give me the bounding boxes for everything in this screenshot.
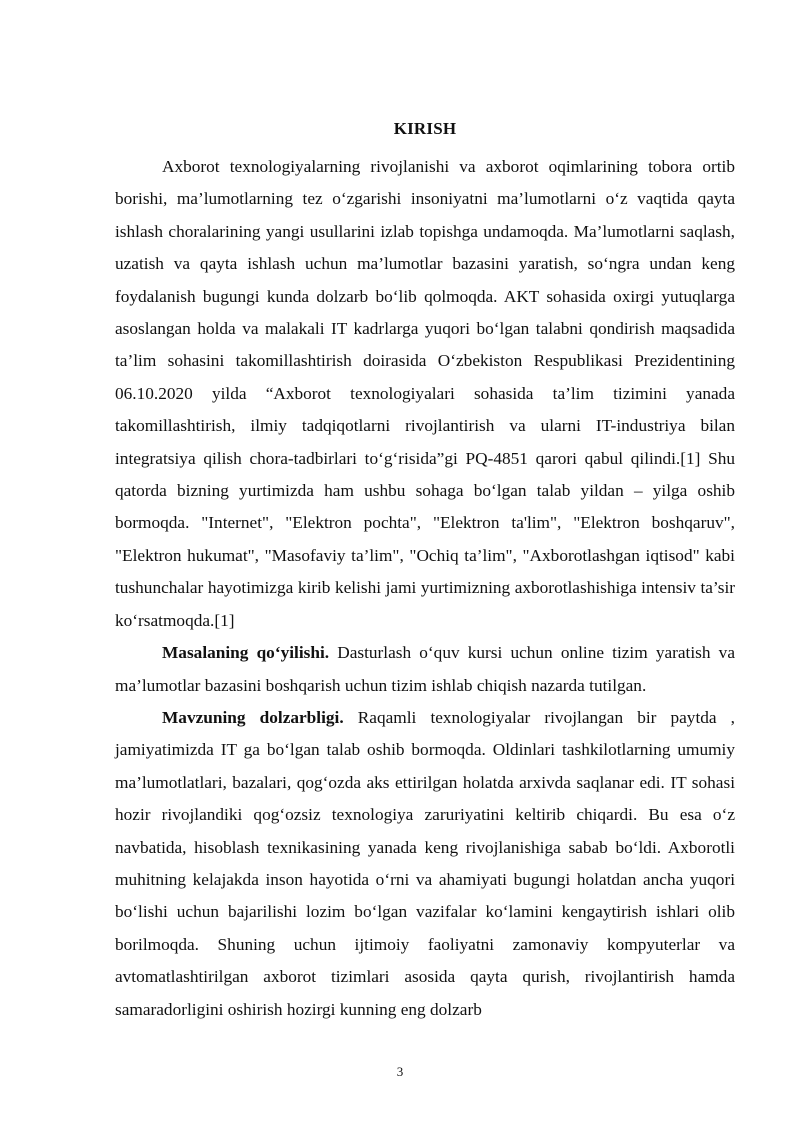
relevance-text: Raqamli texnologiyalar rivojlangan bir paytda , jamiyatimizda IT ga bo‘lgan talab oshib bormoqda. Oldinlari tashkilotlarning umumiy ma’lumotlatlari, bazalari, qog‘ozda aks ettirilgan holatda arxivda saqlanar edi. IT sohasi hozir rivojlandiki qog‘ozsiz texnologiya zaruriyatini keltirib chiqardi. Bu esa o‘z navbatida, hisoblash texnikasining yanada keng rivojlanishiga sabab bo‘ldi. Axborotli muhitning kelajakda inson hayotida o‘rni va ahamiyati bugungi holatdan ancha yuqori bo‘lishi uchun bajarilishi lozim bo‘lgan vazifalar ko‘lamini kengaytirish ishlari olib borilmoqda. Shuning uchun ijtimoiy faoliyatni zamonaviy kompyuterlar va avtomatlashtirilgan axborot tizimlari asosida qayta qurish, rivojlantirish hamda samaradorligini oshirish hozirgi kunning eng dolzarb <box>115 707 735 1019</box>
relevance-paragraph <box>115 702 735 1026</box>
relevance-heading: Mavzuning dolzarbligi. <box>162 707 344 727</box>
problem-statement-heading: Masalaning qo‘yilishi. <box>162 643 330 663</box>
document-page <box>115 118 735 1026</box>
page-number: 3 <box>396 1064 404 1079</box>
intro-paragraph: Axborot texnologiyalarning rivojlanishi va axborot oqimlarining tobora ortib borishi, ma’lumotlarning tez o‘zgarishi insoniyatni ma’lumotlarni o‘z vaqtida qayta ishlash choralarining yangi usullarini izlab topishga undamoqda. Ma’lumotlarni saqlash, uzatish va qayta ishlash uchun ma’lumotlar bazasini yaratish, so‘ngra undan keng foydalanish bugungi kunda dolzarb bo‘lib qolmoqda. AKT sohasida oxirgi yutuqlarga asoslangan holda va malakali IT kadrlarga yuqori bo‘lgan talabni qondirish maqsadida ta’lim sohasini takomillashtirish doirasida O‘zbekiston Respublikasi Prezidentining 06.10.2020 yilda “Axborot texnologiyalari sohasida ta’lim tizimini yanada takomillashtirish, ilmiy tadqiqotlarni rivojlantirish va ularni IT-industriya bilan integratsiya qilish chora-tadbirlari to‘g‘risida”gi PQ-4851 qarori qabul qilindi.[1] Shu qatorda bizning yurtimizda ham ushbu sohaga bo‘lgan talab yildan – yilga oshib bormoqda. "Internet", "Elektron pochta", "Elektron ta'lim", "Elektron boshqaruv", "Elektron hukumat", "Masofaviy ta’lim", "Ochiq ta’lim", "Axborotlashgan iqtisod" kabi tushunchalar hayotimizga kirib kelishi jami yurtimizning axborotlashishiga intensiv ta’sir ko‘rsatmoqda.[1] <box>115 157 735 630</box>
problem-statement-text: Dasturlash o‘quv kursi uchun online tizim yaratish va ma’lumotlar bazasini boshqarish uchun tizim ishlab chiqish nazarda tutilgan. <box>115 643 735 695</box>
section-title: KIRISH <box>393 119 457 138</box>
problem-statement-paragraph <box>115 637 735 702</box>
